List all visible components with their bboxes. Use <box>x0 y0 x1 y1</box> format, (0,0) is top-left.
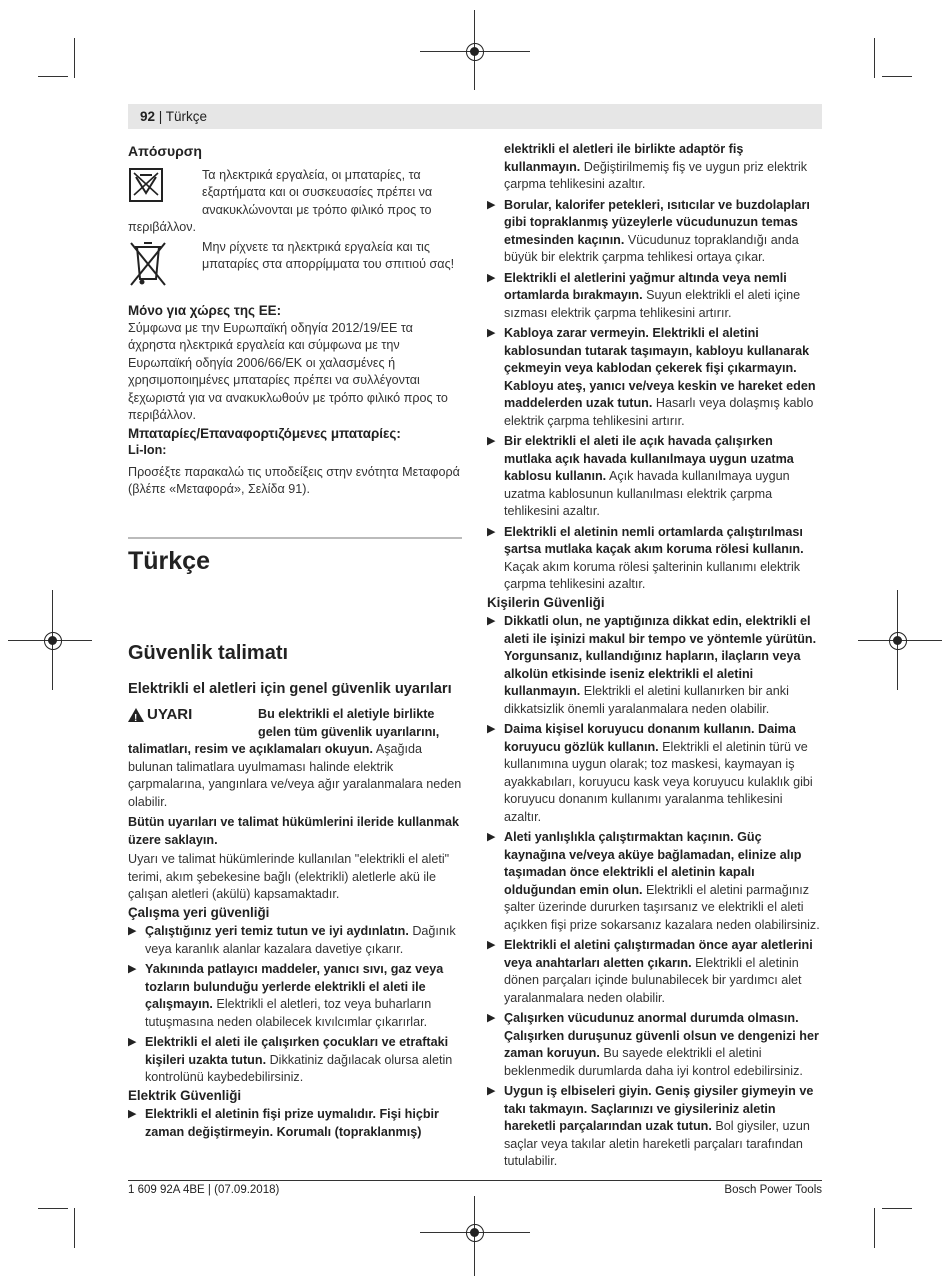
warning-bold-2: talimatları, resim ve açıklamaları okuyun. <box>128 742 374 756</box>
el4-bold: Kabloya zarar vermeyin. Elektrikli el aletini kablosundan tutarak taşımayın, kabloyu kullanarak çekmeyin veya kablodan çekerek fişi çıkarmayın. Kabloyu ateş, yanıcı ve/veya keskin ve hareket eden maddelerden uzak tutun. <box>504 326 816 410</box>
crop-mark <box>882 1208 912 1209</box>
personal-item-5 <box>487 1010 821 1080</box>
footer-rule <box>128 1180 822 1181</box>
disposal-text-1: Τα ηλεκτρικά εργαλεία, οι μπαταρίες, τα εξαρτήματα και οι συσκευασίες πρέπει να ανακυκλώνονται με τρόπο φιλικό προς το <box>202 167 433 217</box>
ps3-bold: Aleti yanlışlıkla çalıştırmaktan kaçının. Güç kaynağına ve/veya aküye bağlamadan, elinize alıp taşımadan önce elektrikli el aletinin kapalı olduğundan emin olun. <box>504 830 802 897</box>
electric-item-2 <box>487 197 821 267</box>
header-bar <box>128 104 822 129</box>
el6-text: Kaçak akım koruma rölesi şalterinin kullanımı elektrik çarpma tehlikesini azaltır. <box>504 559 801 591</box>
electric-item-3 <box>487 270 821 323</box>
el6-bold: Elektrikli el aletinin nemli ortamlarda çalıştırılması şartsa mutlaka kaçak akım koruma rölesi kullanın. <box>504 524 804 556</box>
crop-mark <box>38 76 68 77</box>
language-title: Türkçe <box>128 547 210 575</box>
wp3-bold: Elektrikli el aleti ile çalışırken çocukları ve etraftaki kişileri uzakta tutun. <box>145 1035 449 1067</box>
page-header: 92 | Türkçe <box>140 109 208 124</box>
ps1-text: Elektrikli el aletini kullanırken bir anki dikkatsizlik önemli yaralanmalara neden olabilir. <box>504 684 789 716</box>
ps1-bold: Dikkatli olun, ne yaptığınıza dikkat edin, elektrikli el aleti ile işinizi makul bir tempo ve yöntemle yürütün. Yorgunsanız, kullandığınız hapların, ilaçların veya alkolün etkisinde iseniz elektrikli el aletini kullanmayın. <box>504 614 817 698</box>
battery-heading: Μπαταρίες/Επαναφορτιζόμενες μπαταρίες: <box>128 425 401 441</box>
registration-mark-icon <box>44 632 62 650</box>
general-heading: Elektrikli el aletleri için genel güvenlik uyarıları <box>128 681 452 697</box>
personal-item-2 <box>487 721 821 826</box>
eu-heading: Μόνο για χώρες της ΕΕ: <box>128 303 282 318</box>
ps5-text: Bu sayede elektrikli el aletini beklenmedik durumlarda daha iyi kontrol edebilirsiniz. <box>504 1046 803 1078</box>
el1-bold: Elektrikli el aletinin fişi prize uymalıdır. Fişi hiçbir zaman değiştirmeyin. Korumalı (topraklanmış) <box>145 1107 439 1139</box>
warning-label: UYARI <box>147 706 193 723</box>
ps2-text: Elektrikli el aletinin türü ve kullanımına uygun olarak; toz maskesi, kaymayan iş ayakkabıları, koruyucu kask veya koruyucu kulaklık gibi koruyucu donanım kullanımı yaralanma tehlikesini azaltır. <box>504 739 813 824</box>
wp2-bold: Yakınında patlayıcı maddeler, yanıcı sıvı, gaz veya tozların bulunduğu yerlerde elektrikli el aleti ile çalışmayın. <box>145 962 444 1011</box>
el2-bold: Borular, kalorifer petekleri, ısıtıcılar ve buzdolapları gibi topraklanmış yüzeylerle vücudunuzun temas etmesinden kaçının. <box>504 197 810 247</box>
electric-heading: Elektrik Güvenliği <box>128 1087 242 1103</box>
workplace-heading: Çalışma yeri güvenliği <box>128 904 270 920</box>
el1-cont-bold: elektrikli el aletleri ile birlikte adaptör fiş kullanmayın. <box>504 142 744 174</box>
ps4-text: Elektrikli el aletinin dönen parçaları içinde bulunabilecek bir yardımcı alet yaralanmalara neden olabilir. <box>504 955 802 1005</box>
header-language: Türkçe <box>165 109 208 124</box>
registration-mark-icon <box>466 1224 484 1242</box>
personal-item-4 <box>487 937 821 1007</box>
warning-badge <box>128 706 258 741</box>
warning-row <box>128 706 464 741</box>
disposal-heading: Απόσυρση <box>128 143 202 159</box>
wp1-bold: Çalıştığınız yeri temiz tutun ve iyi aydınlatın. <box>145 924 409 938</box>
safety-title: Güvenlik talimatı <box>128 642 289 664</box>
workplace-item-2 <box>128 961 464 1031</box>
left-column-body <box>128 706 464 1141</box>
el4-text: Hasarlı veya dolaşmış kablo elektrik çarpma tehlikesini artırır. <box>504 396 814 428</box>
crop-mark <box>74 38 75 78</box>
liion-heading: Li-Ion: <box>128 443 167 457</box>
disposal-text-2: Μην ρίχνετε τα ηλεκτρικά εργαλεία και τις μπαταρίες στα απορρίμματα του σπιτιού σας! <box>202 239 455 271</box>
electric-item-4 <box>487 325 821 430</box>
warning-triangle-icon: ! <box>128 708 144 722</box>
workplace-item-1 <box>128 923 464 958</box>
page-number: 92 <box>140 109 156 124</box>
electric-item-1 <box>128 1106 464 1141</box>
el3-text: Suyun elektrikli el aleti içine sızması elektrik çarpma tehlikesini artırır. <box>504 288 801 320</box>
left-column <box>128 143 464 499</box>
eu-text: Σύμφωνα με την Ευρωπαϊκή οδηγία 2012/19/ΕΕ τα άχρηστα ηλεκτρικά εργαλεία και σύμφωνα με την Ευρωπαϊκή οδηγία 2006/66/ΕΚ οι χαλασμένες ή χρησιμοποιημένες μπαταρίες πρέπει να συλλέγονται ξεχωριστά για να ανακυκλωθούν με τρόπο φιλικό προς το περιβάλλον. <box>128 320 448 422</box>
ps4-bold: Elektrikli el aletini çalıştırmadan önce ayar aletlerini veya anahtarları aletten çıkarın. <box>504 938 813 970</box>
workplace-item-3 <box>128 1034 464 1087</box>
el1-cont-text: Değiştirilmemiş fiş ve uygun priz elektrik çarpma tehlikesini azaltır. <box>504 159 808 191</box>
personal-item-6 <box>487 1083 821 1171</box>
recycling-symbol-icon <box>128 167 190 220</box>
disposal-text-1b: περιβάλλον. <box>128 220 196 234</box>
ps6-bold: Uygun iş elbiseleri giyin. Geniş giysiler giymeyin ve takı takmayın. Saçlarınızı ve giysileriniz aletin hareketli parçalarından uzak tutun. <box>504 1084 814 1133</box>
crop-mark <box>874 1208 875 1248</box>
el2-text: Vücudunuz topraklandığı anda büyük bir elektrik çarpma tehlikesi ortaya çıkar. <box>504 232 799 264</box>
warning-bold-1: Bu elektrikli el aletiyle birlikte gelen tüm güvenlik uyarılarını, <box>258 707 440 739</box>
section-rule <box>128 537 462 539</box>
footer-doc-code: 1 609 92A 4BE | (07.09.2018) <box>128 1184 280 1196</box>
registration-mark-icon <box>466 43 484 61</box>
ps3-text: Elektrikli el aletini parmağınız şalter üzerinde dururken taşırsanız ve elektrikli el aleti açıkken fişi prize sokarsanız kazalara neden olabilirsiniz. <box>504 882 820 932</box>
electric-item-6 <box>487 524 821 594</box>
personal-heading: Kişilerin Güvenliği <box>487 594 605 610</box>
personal-item-1 <box>487 613 821 718</box>
registration-mark-icon <box>889 632 907 650</box>
wp1-text: Dağınık veya karanlık alanlar kazalara davetiye çıkarır. <box>145 924 456 956</box>
electric-item-5 <box>487 433 821 521</box>
right-column <box>487 141 821 1171</box>
el5-bold: Bir elektrikli el aleti ile açık havada çalışırken mutlaka açık havada kullanılmaya uygun uzatma kablosu kullanın. <box>504 434 794 483</box>
disposal-row-1 <box>128 167 464 220</box>
personal-item-3 <box>487 829 821 934</box>
el5-text: Açık havada kullanılmaya uygun uzatma kablosunun kullanılması elektrik çarpma tehlikesini azaltır. <box>504 469 790 518</box>
wp3-text: Dikkatiniz dağılacak olursa aletin kontrolünü kaybedebilirsiniz. <box>145 1052 453 1084</box>
disposal-row-2 <box>128 239 464 293</box>
crop-mark <box>74 1208 75 1248</box>
ps5-bold: Çalışırken vücudunuz anormal durumda olmasın. Çalışırken duruşunuz güvenli olsun ve dengenizi her zaman koruyun. <box>504 1011 819 1060</box>
crop-mark <box>38 1208 68 1209</box>
crop-mark <box>874 38 875 78</box>
liion-text: Προσέξτε παρακαλώ τις υποδείξεις στην ενότητα Μεταφορά (βλέπε «Μεταφορά», Σελίδα 91). <box>128 464 460 496</box>
warning-text: Aşağıda bulunan talimatlara uyulmaması halinde elektrik çarpmalarına, yangınlara ve/veya ağır yaralanmalara neden olabilir. <box>128 742 462 809</box>
ps2-bold: Daima kişisel koruyucu donanım kullanın. Daima koruyucu gözlük kullanın. <box>504 722 796 754</box>
el3-bold: Elektrikli el aletlerini yağmur altında veya nemli ortamlarda bırakmayın. <box>504 270 787 302</box>
crossed-bin-icon <box>128 239 190 293</box>
ps6-text: Bol giysiler, uzun saçlar veya takılar aletin hareketli parçaları tarafından tutulabilir. <box>504 1119 810 1168</box>
crop-mark <box>882 76 912 77</box>
wp2-text: Elektrikli el aletleri, toz veya buharların tutuşmasına neden olabilecek kıvılcımlar çıkarırlar. <box>145 997 432 1029</box>
keep-bold: Bütün uyarıları ve talimat hükümlerini ileride kullanmak üzere saklayın. <box>128 815 460 847</box>
keep-text: Uyarı ve talimat hükümlerinde kullanılan "elektrikli el aleti" terimi, akım şebekesine bağlı (elektrikli) aletlerle akü ile çalışan aletleri (akülü) kapsamaktadır. <box>128 852 450 901</box>
footer-brand: Bosch Power Tools <box>724 1184 822 1196</box>
